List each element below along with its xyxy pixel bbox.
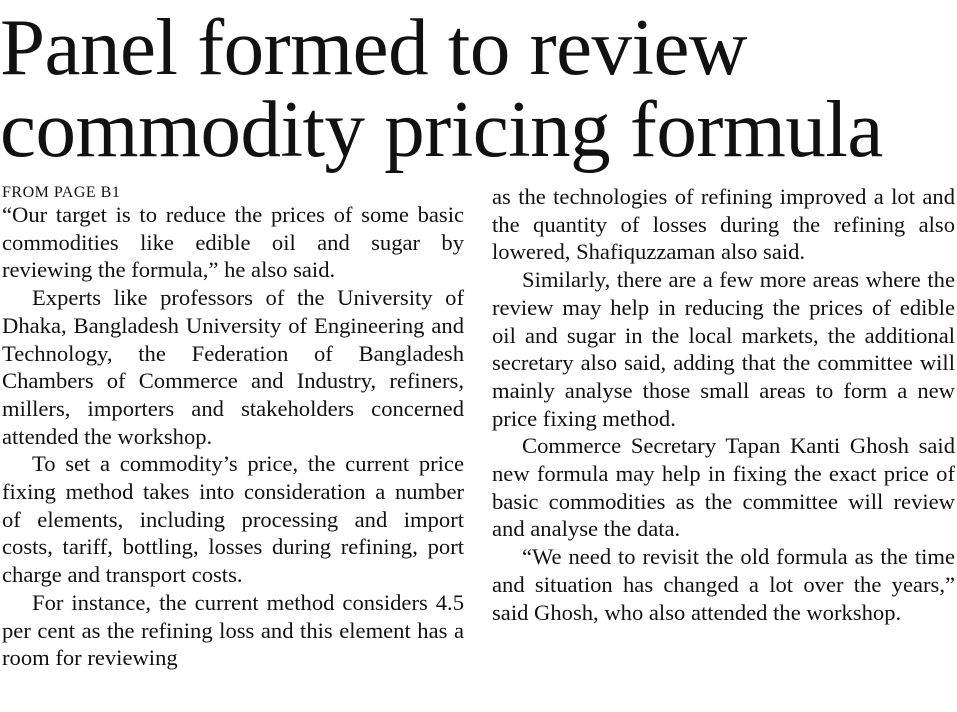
article-headline [0,2,957,174]
left-column [2,183,464,672]
headline-line-1: Panel formed to review [0,2,747,92]
continued-from-kicker: FROM PAGE B1 [2,184,121,201]
right-column [492,183,955,626]
paragraph: Similarly, there are a few more areas where the review may help in reducing the prices of edible oil and sugar in the local markets, the additional secretary also said, adding that the committee will mainly analyse those small areas to form a new price fixing method. [492,267,955,431]
paragraph: as the technologies of refining improved a lot and the quantity of losses during the refining also lowered, Shafiquzzaman also said. [492,184,955,265]
paragraph: For instance, the current method considers 4.5 per cent as the refining loss and this element has a room for reviewing [2,589,464,671]
paragraph: To set a commodity’s price, the current price fixing method takes into consideration a number of elements, including processing and import costs, tariff, bottling, losses during refining, port charge and transport costs. [2,451,464,588]
headline-line-2: commodity pricing formula [0,84,883,174]
paragraph: “Our target is to reduce the prices of some basic commodities like edible oil and sugar by reviewing the formula,” he also said. [2,202,464,283]
paragraph: Commerce Secretary Tapan Kanti Ghosh said new formula may help in fixing the exact price of basic commodities as the committee will review and analyse the data. [492,433,955,542]
paragraph: Experts like professors of the University of Dhaka, Bangladesh University of Engineering and Technology, the Federation of Bangladesh Chambers of Commerce and Industry, refiners, millers, importers and stakeholders concerned attended the workshop. [2,285,464,449]
paragraph: “We need to revisit the old formula as the time and situation has changed a lot over the years,” said Ghosh, who also attended the workshop. [492,544,955,625]
